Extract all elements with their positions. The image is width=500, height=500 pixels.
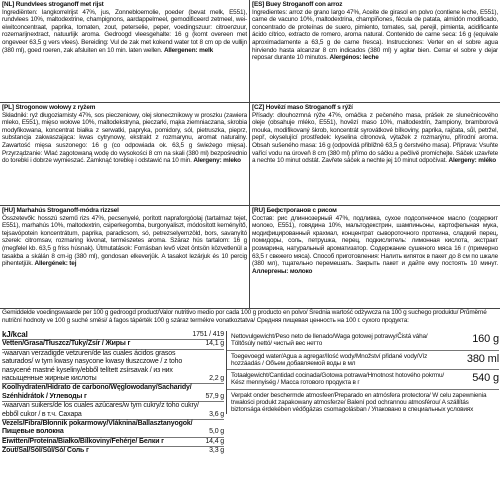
block-title: [NL] Rundvlees stroganoff met rijst xyxy=(2,1,104,8)
nutrition-value: 3,3 g xyxy=(209,447,224,455)
nutrition-row-carbohydrates xyxy=(2,383,224,401)
nutrition-value: 5,0 g xyxy=(209,428,224,436)
block-text: Состав: рис длиннозерный 47%, подливка, сухое подсолнечное масло (содержит молоко, E551), говядина 10%, мальтодекстрин, шампиньоны, картофельная мука, модифицированный крахмал, концентрат сывороточного протеина, сладкий перец, помидоры, соль, петрушка, перец, подкислитель: лимонная кислота, экстракт розмарина, натуральный ароматизатор. Содержание сушеного мяса 16 г (примерно 63,5 г свежего мяса). Способ приготовления: Налить кипяток в пакет до 8 см по шкале (380 мл), тщательно перемешать. Закрыть пакет и дайте ему постоять 10 минут. xyxy=(252,214,498,268)
net-weight-row xyxy=(227,331,499,351)
nutrition-value: 2,2 g xyxy=(209,375,224,383)
prep-amount: 160 g xyxy=(472,333,499,345)
nutrition-label: Vezels/Fibra/Błonnik pokarmowy/Vláknina/Ballasztanyogok/ Пищевые волокна xyxy=(2,420,193,436)
row-divider xyxy=(0,205,500,206)
column-divider xyxy=(249,0,250,308)
text-block-es xyxy=(252,1,498,101)
text-block-pl xyxy=(2,104,247,204)
block-allergens: Alergeny: mleko xyxy=(193,157,241,165)
block-allergens: Alergeny: mléko xyxy=(448,157,497,165)
text-block-hu xyxy=(2,207,247,307)
nutrition-value: 14,1 g xyxy=(205,340,224,348)
nutrition-intro: Gemiddelde voedingswaarde per 100 g gedroogd product/Valor nutritivo medio por cada 100 g producto en polvo/ Średnia wartość odżywcza na 100 g suchego produktu/ Průměrné nutriční hodnoty ve 100 g suché směsi/ á fagos tápérték 100 g száraz termékre vonatkoztatva/ Средняя пищевая ценность на 100 г. сухого продукта: xyxy=(2,309,487,324)
prep-amount: 380 ml xyxy=(466,352,499,365)
prep-label: Nettovulgewicht/Peso neto de llenado/Waga gotowej potrawy/Čistá váha/ Töltősúly nettó/ чистый вес нетто xyxy=(231,333,428,348)
block-title: [PL] Strogonow wołowy z ryżem xyxy=(2,104,96,111)
nutrition-label: Koolhydraten/Hidrato de carbono/Węglowodany/Sacharidy/ Szénhidrátok / Углеводы г xyxy=(2,384,192,400)
nutrition-value: 57,9 g xyxy=(205,392,224,400)
block-allergens: Аллергены: молоко xyxy=(252,267,313,275)
block-text: Összetevők: hosszú szemű rizs 47%, pecsenyelé, porított napraforgóolaj (tartalmaz tejet, E551), marhahús 10%, maltodextrin, csiperkegomba, burgonyaliszt, módosított keményítő, tejsavópotein koncentrátum, paprika, paradicsom, só, petrezselyemzöld, bors, savanyító szerek: citromsav, rozmaring kivonat, természetes aroma. Száraz hús tartalom: 16 g (megfelel kb. 63,5 g friss húsnak). Útmutatások: Forrásban levő vizet öntsön közvetlenül a tasakba a skálán 8 cm-ig (380 ml), gondosan elkeverjük. A tasakot lezárjuk és 10 percig pihentetjük. xyxy=(2,214,247,268)
prep-label: Toegevoegd water/Agua a agregar/Ilość wody/Množství přidané vody/Víz hozzáadás / Объем добавляемой воды в мл xyxy=(231,352,428,367)
block-title: [RU] Бефстроганов с рисом xyxy=(252,207,337,214)
prep-amount: 540 g xyxy=(472,372,499,385)
nutrition-row-fibre xyxy=(2,419,224,437)
nutrition-row-saturates xyxy=(2,349,224,384)
block-title: [ES] Buey Stroganoff con arroz xyxy=(252,1,343,8)
nutrition-label: Zout/Sal/Sól/Sůl/Só/ Соль г xyxy=(2,447,89,455)
nutrition-value: 14,4 g xyxy=(205,437,224,445)
nutrition-value: 1751 / 419 xyxy=(192,331,224,338)
block-text: Ingredientes: arroz de grano largo 47%, Aceite de girasol en polvo (contiene leche, E551), carne de vacuno 10%, maltodextrina, champiñones, fécula de patata, almidón modificado, concentrado de proteínas de suero, pimiento, tomates, sal, perejil, pimienta, acidificante ácido cítrico, extracto de romero, aroma natural. Contenido de carne seca: 16 g (equivale aproximadamente a 63,5 g de carne fresca). Instrucciones: Verter en el sobre agua hirviendo hasta alcanzar 8 cm indicados (380 ml) y agitar bien. Cerrar el sobre y dejar reposar durante 10 minutos. xyxy=(252,8,498,62)
nutrition-row-salt xyxy=(2,446,224,455)
nutrition-value: 3,6 g xyxy=(209,410,224,418)
block-title: [HU] Marhahús Stroganoff-módra rizzsel xyxy=(2,207,119,214)
prep-label: Totaalgewicht/Cantidad cocinada/Gotowa potrawa/Hmotnost hotového pokrmu/ Kész mennyiség / Масса готового продукта в г xyxy=(231,372,444,387)
nutrition-row-sugars xyxy=(2,401,224,419)
block-text: Składniki: ryż długoziarnisty 47%, sos pieczeniowy, olej słonecznikowy w proszku (zawiera mleko, E551), mięso wołowe 10%, maltodekstryna, pieczarki, mąka ziemniaczana, skrobia modyfikowana, koncentrat białka z serwatki, papryka, pomidory, sól, pietruszka, pieprz, substancja zakwaszająca: kwas cytrynowy, ekstrakt z rozmarynu, aromat naturalny. Zawartość mięsa suszonego: 16 g (co odpowiada ok. 63,5 g świeżego mięsa). Przyrządzanie: Wlać zagotowaną wodę do wysokości 8 cm na skali (380 ml) bezpośrednio do torebki i dobrze wymieszać. Zamknąć torebkę i odstawić na 10 min. xyxy=(2,111,247,165)
row-divider xyxy=(0,102,500,103)
nutrition-label: Eiwitten/Proteína/Białko/Bílkoviny/Fehérje/ Белки г xyxy=(2,437,164,445)
nutrition-table xyxy=(2,331,224,456)
block-allergens: Alergénos: leche xyxy=(329,54,379,62)
text-block-nl xyxy=(2,1,247,101)
nutrition-label: Vetten/Grasa/Tłuszcz/Tuky/Zsír / Жиры г xyxy=(2,340,131,348)
water-row xyxy=(227,351,499,371)
packaging-note: Verpakt onder beschermde atmosfeer/Preparado en atmósfera protectora/ W celu zapewnienia trwałości produkt zapakowany atmosferze/ Balení pod ochrannou atmosférou/ A szállítás biztonsága érdekében védőgázas csomagolásban / Упаковано в специальных условиях xyxy=(231,391,487,414)
nutrition-label: -waarvan verzadigde vetzuren/de las cuales ácidos grasos saturados/ w tym kwasy nasycone kwasy tłuszczowe / z toho nasycené mastné kyseliny/ebből telített zsírsavak / из них насыщенные жирные кислоты xyxy=(2,349,183,383)
nutrition-label: -waarvan suikers/de los cuales azúcares/w tym cukry/z toho cukry/ ebből cukor / в т.ч. Сахара xyxy=(2,402,199,418)
block-allergens: Allergenen: melk xyxy=(163,46,214,54)
nutrition-row-fat xyxy=(2,339,224,348)
preparation-panel xyxy=(226,331,499,414)
nutrition-row-energy xyxy=(2,331,224,339)
text-block-cz xyxy=(252,104,498,204)
text-block-ru xyxy=(252,207,498,307)
block-allergens: Allergének: tej xyxy=(34,260,77,268)
block-text: Ingrediënten: langkorrelrijst 47%, jus, Zonnebloemolie, poeder (bevat melk, E551), rundvlees 10%, maltodextrine, champignons, aardappelmeel, gemodificeerd zetmeel, wei-eiwitconcentraat, paprika, tomaten, zout, peterselie, peper, voedingszuur: citroenzuur, rozemarijnextract, natuurlijk aroma. Gedroogd vleesgehalte: 16 g (komt overeen met ongeveer 63,5 g vers vlees). Bereiding: Vul de zak met kokend water tot 8 cm op de vullijn (380 ml), goed roeren, zak afsluiten en 10 min. laten wellen. xyxy=(2,8,247,54)
block-title: [CZ] Hovězí maso Stroganoff s rýží xyxy=(252,104,353,111)
nutrition-row-protein xyxy=(2,437,224,446)
total-weight-row xyxy=(227,370,499,390)
nutrition-label: kJ/kcal xyxy=(2,330,28,339)
block-text: Přísady: dlouhozrnná rýže 47%, omáčka z pečeného masa, prášek ze slunečnicového oleje (obsahuje mléko, E551), hovězí maso 10%, maltodextrin, žampiony, bramborová mouka, modifikovaný škrob, koncentrát syrovátkové bílkoviny, paprika, rajčata, sůl, petržel, pepř, okyselující prostředek: kyselina citronová, výtažek z rozmarýnu, přírodní aroma. Obsah sušeného masa: 16 g (odpovídá přibližně 63,5 g čerstvého masa). Příprava: Vsuňte vařící vodu na úroveň 8 cm (380 ml) přímo do sáčku a pečlivě promíchejte. Sáček uzavřete a nechte 10 minut odstát. Zavřete sáček a nechte jej 10 minut odpočívat. xyxy=(252,111,498,165)
